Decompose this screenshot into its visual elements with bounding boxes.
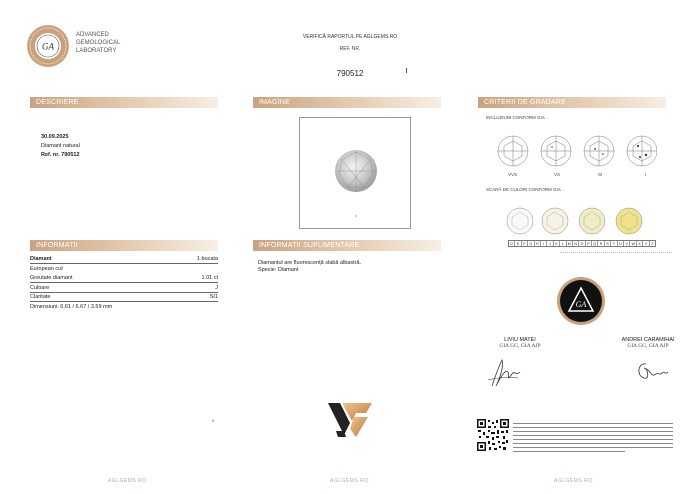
color-letter-k: K: [554, 241, 560, 246]
color-letter-j: J: [547, 241, 553, 246]
color-letter-x: X: [637, 241, 643, 246]
info-value-claritate: SI1: [209, 294, 218, 300]
lab-name-line1: ADVANCED: [76, 32, 109, 38]
color-letter-f: F: [522, 241, 528, 246]
color-gem-diagrams: [505, 205, 655, 239]
info-row-claritate: [30, 294, 218, 302]
species-note: Specie: Diamant: [258, 267, 299, 273]
section-descriere: DESCRIERE: [30, 97, 218, 108]
inclusion-gem-vvs: [498, 136, 528, 166]
color-letter-m: M: [567, 241, 573, 246]
color-letter-r: R: [598, 241, 604, 246]
gold-seal: [556, 276, 606, 326]
stone-type: Diamant natural: [41, 143, 80, 149]
inclusion-label-si: SI: [598, 172, 603, 177]
footer-site-left[interactable]: AGLGEMS.RO: [108, 478, 147, 484]
color-letter-h: H: [535, 241, 541, 246]
color-letter-e: E: [515, 241, 521, 246]
brand-logo-icon: [326, 401, 374, 439]
lab-name-line2: GEMOLOGICAL: [76, 40, 121, 46]
signer-2-title: GIA GG, GIA AJP: [627, 343, 669, 349]
emblem-icon: [556, 276, 606, 326]
handwritten-signature-2: [632, 356, 672, 386]
color-scale-caption: [560, 252, 672, 255]
diamond-photo: [300, 118, 412, 230]
signature-block-2: [610, 337, 686, 349]
signature-block-1: [480, 337, 560, 349]
qr-code[interactable]: [476, 418, 510, 452]
color-scale-title: SCARĂ DE CULORI CONFORM GIA: [486, 187, 561, 192]
color-letter-g: G: [528, 241, 534, 246]
color-letter-z: Z: [651, 242, 654, 246]
color-letter-l: L: [560, 241, 566, 246]
disclaimer-text: [513, 423, 673, 461]
color-letter-w: W: [630, 241, 636, 246]
color-scale-bar: [508, 240, 656, 247]
handwritten-signature-1: [486, 356, 526, 391]
inclusion-gem-i: [627, 136, 657, 166]
info-row-greutate: [30, 275, 218, 283]
verify-title[interactable]: VERIFICĂ RAPORTUL PE AGLGEMS.RO: [302, 34, 398, 40]
color-letter-o: O: [579, 241, 585, 246]
inclusion-diagrams: [497, 133, 657, 183]
info-cut: European cut: [30, 266, 63, 272]
info-value-culoare: J: [215, 285, 218, 291]
info-label-culoare: Culoare: [30, 285, 50, 291]
lab-seal: [26, 24, 70, 68]
inclusion-gem-si: [584, 136, 614, 166]
color-letter-v: V: [624, 241, 630, 246]
color-letter-n: N: [573, 241, 579, 246]
lab-name: [76, 31, 120, 55]
footer-mark: *: [212, 420, 215, 426]
inclusion-label-i: I: [645, 172, 647, 177]
inclusion-label-vvs: VVS: [508, 172, 518, 177]
info-label-diamant: Diamant: [30, 256, 52, 262]
brand-logo: [326, 401, 374, 439]
descriere-block: [41, 133, 80, 160]
color-letter-q: Q: [592, 241, 598, 246]
color-letter-t: T: [611, 241, 617, 246]
signature-1: [486, 356, 526, 396]
section-imagine: IMAGINE: [253, 97, 441, 108]
color-letter-p: P: [586, 241, 592, 246]
info-row-diamant: [30, 256, 218, 264]
inclusions-title: INCLUZIUNI CONFORM GIA: [486, 115, 545, 120]
section-informatii: INFORMATII: [30, 240, 218, 251]
lab-name-line3: LABORATORY: [76, 48, 117, 54]
footer-site-center[interactable]: AGLGEMS.RO: [330, 478, 369, 484]
color-letter-d: D: [509, 241, 515, 246]
diamond-image-frame: [299, 117, 411, 229]
info-label-claritate: Claritate: [30, 294, 51, 300]
signer-1-title: GIA GG, GIA AJP: [499, 343, 541, 349]
info-value-diamant: 1 bucata: [196, 256, 218, 262]
emblem-letters: GA: [575, 300, 587, 309]
inclusion-gems: [497, 133, 657, 183]
ref-number: 790512: [336, 69, 364, 78]
ref-label: REF. NR.: [339, 46, 361, 52]
qr-code-icon: [476, 418, 510, 452]
inclusion-gem-vs: [541, 136, 571, 166]
signature-2: [632, 356, 672, 391]
report-ref: Ref. nr. 790512: [41, 152, 80, 158]
seal-icon: [26, 24, 70, 68]
fluorescence-note: Diamantul are fluorescență slabă albastră.: [258, 260, 362, 266]
info-label-greutate: Greutate diamant: [30, 275, 73, 281]
corner-tick: [406, 68, 407, 73]
section-suplimentare: INFORMATII SUPLIMENTARE: [253, 240, 441, 251]
info-value-greutate: 1.01 ct: [201, 275, 218, 281]
color-letter-y: Y: [643, 241, 649, 246]
inclusion-label-vs: VS: [554, 172, 561, 177]
color-letter-i: I: [541, 241, 547, 246]
section-criterii: CRITERII DE GRADARE: [478, 97, 666, 108]
seal-letters: GA: [42, 41, 54, 52]
signer-2-name: ANDREI CARAMIHAI: [621, 337, 675, 343]
report-date: 30.09.2025: [41, 134, 69, 140]
color-gems: [505, 205, 655, 239]
color-letter-u: U: [618, 241, 624, 246]
footer-site-right[interactable]: AGLGEMS.RO: [554, 478, 593, 484]
info-row-culoare: [30, 285, 218, 293]
info-dimensions: Dimensiuni: 6.61 / 6.67 / 3.59 mm: [30, 304, 113, 310]
signer-1-name: LIVIU MATEI: [504, 337, 536, 343]
suplimentare-text: [258, 260, 361, 274]
color-letter-s: S: [605, 241, 611, 246]
